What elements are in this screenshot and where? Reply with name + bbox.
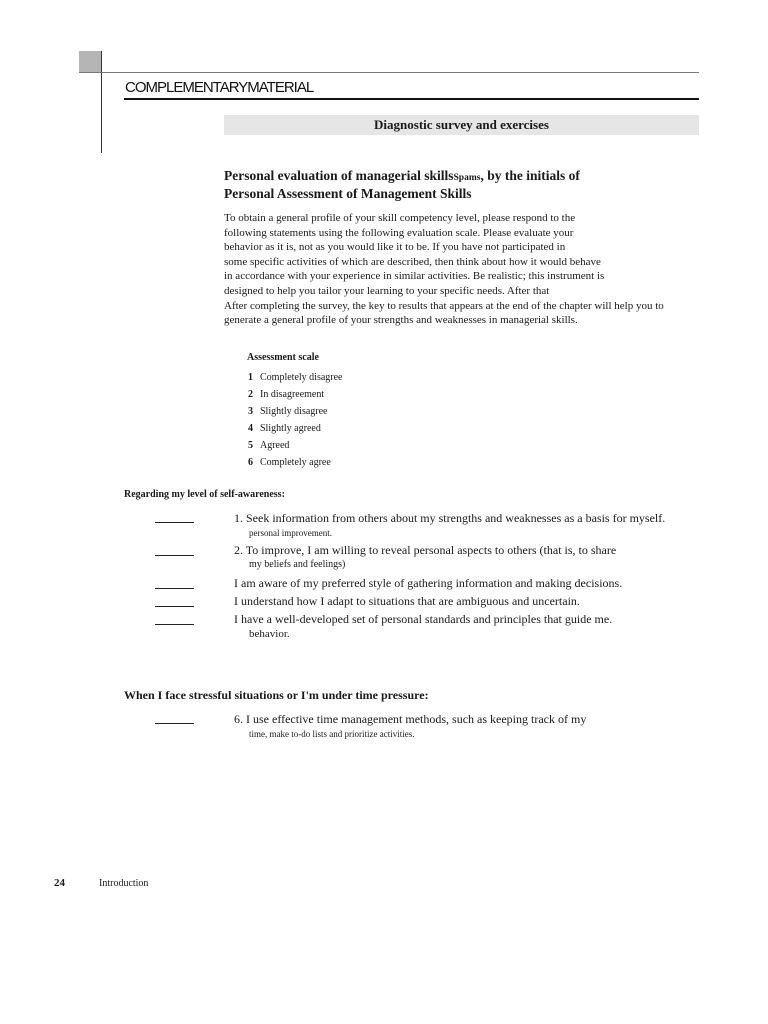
scale-item — [248, 389, 324, 400]
answer-blank[interactable] — [155, 723, 194, 724]
scale-item — [248, 457, 331, 468]
question-item — [234, 594, 580, 609]
answer-blank[interactable] — [155, 588, 194, 589]
section-header-title: COMPLEMENTARYMATERIAL — [125, 79, 314, 96]
question-text: I have a well-developed set of personal standards and principles that guide me. — [234, 612, 613, 626]
intro-line: To obtain a general profile of your skill competency level, please respond to the — [224, 212, 576, 224]
running-footer: Introduction — [99, 878, 149, 889]
subtitle-band: Diagnostic survey and exercises — [224, 115, 699, 135]
question-text: 6. I use effective time management methods, such as keeping track of my — [234, 712, 587, 726]
question-text: 2. To improve, I am willing to reveal personal aspects to others (that is, to share — [234, 543, 617, 557]
answer-blank[interactable] — [155, 522, 194, 523]
scale-number: 2 — [248, 389, 253, 400]
scale-label: Slightly agreed — [260, 423, 321, 434]
question-text: 1. Seek information from others about my strengths and weaknesses as a basis for myself. — [234, 511, 666, 525]
scale-item — [248, 372, 342, 383]
question-continuation: behavior. — [249, 628, 290, 640]
question-item — [234, 511, 665, 539]
question-item — [234, 612, 612, 640]
heading-line1-tail: , by the initials of — [480, 168, 580, 183]
header-rule — [124, 98, 699, 100]
heading-line1: Personal evaluation of managerial skills — [224, 168, 454, 183]
scale-label: Slightly disagree — [260, 406, 328, 417]
scale-number: 3 — [248, 406, 253, 417]
intro-line: generate a general profile of your strengths and weaknesses in managerial skills. — [224, 314, 578, 327]
question-item — [234, 576, 622, 591]
answer-blank[interactable] — [155, 606, 194, 607]
corner-block — [79, 51, 102, 73]
intro-line: After completing the survey, the key to results that appears at the end of the chapter will help you to — [224, 299, 664, 312]
heading-acronym: Spams — [453, 173, 481, 183]
scale-title: Assessment scale — [247, 352, 319, 363]
question-continuation: personal improvement. — [249, 528, 332, 538]
vertical-rule — [101, 51, 102, 153]
scale-label: Agreed — [260, 440, 290, 451]
question-text: I understand how I adapt to situations that are ambiguous and uncertain. — [234, 594, 580, 608]
question-continuation: my beliefs and feelings) — [249, 559, 346, 570]
question-text: I am aware of my preferred style of gathering information and making decisions. — [234, 576, 623, 590]
scale-item — [248, 406, 328, 417]
question-continuation: time, make to-do lists and prioritize activities. — [249, 729, 415, 739]
scale-number: 5 — [248, 440, 253, 451]
intro-paragraph — [224, 211, 714, 328]
top-rule — [79, 72, 699, 73]
answer-blank[interactable] — [155, 624, 194, 625]
section-title-stress: When I face stressful situations or I'm under time pressure: — [124, 688, 429, 702]
page-number: 24 — [54, 877, 65, 889]
heading-line2: Personal Assessment of Management Skills — [224, 186, 472, 201]
scale-item — [248, 423, 321, 434]
scale-item — [248, 440, 289, 451]
intro-line: following statements using the following evaluation scale. Please evaluate your — [224, 226, 574, 239]
scale-number: 6 — [248, 457, 253, 468]
scale-label: Completely agree — [260, 457, 331, 468]
survey-heading — [224, 168, 580, 201]
question-item — [234, 543, 616, 571]
section-title-self-awareness: Regarding my level of self-awareness: — [124, 489, 285, 500]
intro-line: designed to help you tailor your learning to your specific needs. After that — [224, 284, 550, 297]
intro-line: in accordance with your experience in similar activities. Be realistic; this instrument is — [224, 270, 605, 283]
intro-line: some specific activities of which are described, then think about how it would behave — [224, 255, 601, 268]
intro-line: behavior as it is, not as you would like it to be. If you have not participated in — [224, 241, 566, 254]
scale-label: Completely disagree — [260, 372, 343, 383]
question-item — [234, 712, 586, 740]
answer-blank[interactable] — [155, 555, 194, 556]
scale-number: 1 — [248, 372, 253, 383]
scale-number: 4 — [248, 423, 253, 434]
scale-label: In disagreement — [260, 389, 325, 400]
